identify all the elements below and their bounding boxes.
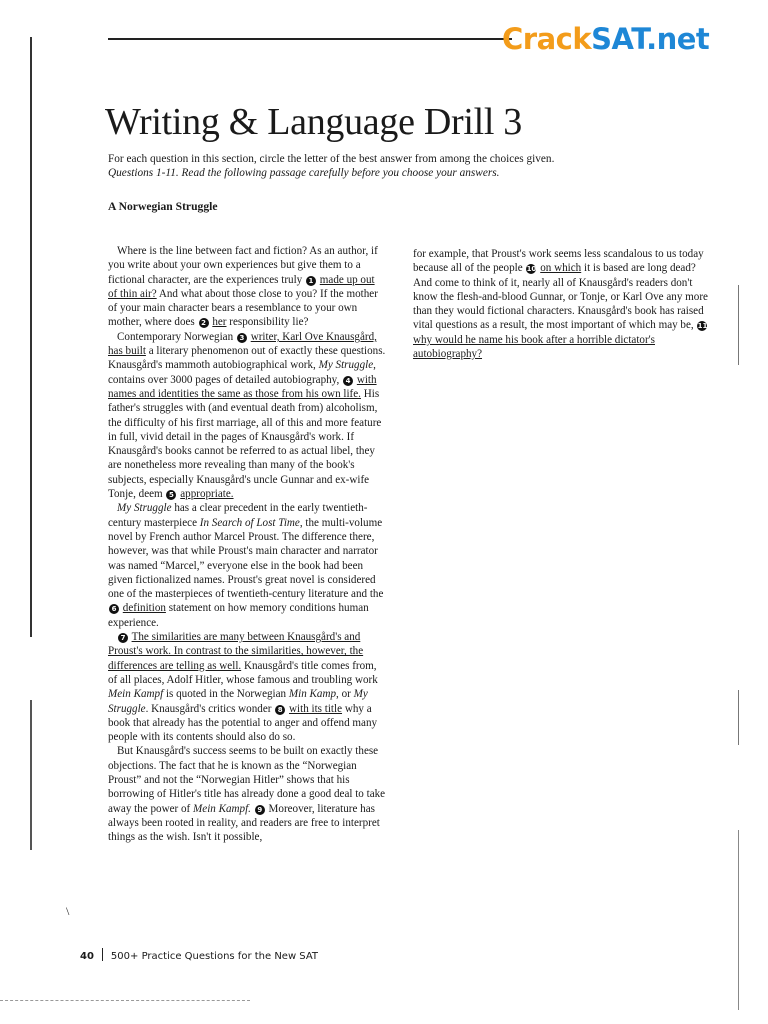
underlined-question-2[interactable]: her — [212, 316, 227, 329]
footer-divider — [102, 948, 103, 961]
question-marker-8[interactable]: 8 — [275, 705, 285, 715]
question-marker-2[interactable]: 2 — [199, 318, 209, 328]
underlined-question-1[interactable]: made up out of thin air? — [108, 273, 375, 300]
brand-logo: CrackSAT.net — [502, 22, 710, 56]
underlined-question-10[interactable]: on which — [540, 262, 582, 275]
underlined-question-5[interactable]: appropriate. — [180, 488, 234, 501]
instructions — [108, 152, 588, 180]
passage-column-left — [108, 244, 386, 844]
question-marker-5[interactable]: 5 — [166, 490, 176, 500]
question-marker-7[interactable]: 7 — [118, 633, 128, 643]
passage-title: A Norwegian Struggle — [108, 200, 218, 213]
question-marker-10[interactable]: 10 — [526, 265, 537, 274]
paragraph-1: Where is the line between fact and fiction? As an author, if you write about your own experiences but give them to a fictional character, are the experiences truly 1 made up out of thin air? And what about those close to you? If the mother of your main character bears a resemblance to your own mother, where does 2 her responsibility lie? — [108, 245, 378, 329]
scan-edge-right-mid — [738, 690, 739, 745]
underlined-question-8[interactable]: with its title — [289, 702, 343, 715]
paragraph-5: But Knausgård's success seems to be built on exactly these objections. The fact that he is known as the “Norwegian Proust” and not the “Norwegian Hitler” shows that his borrowing of Hitler's title has already done a good deal to take away the power of Mein Kampf. 9 Moreover, literature has always been rooted in reality, and readers are free to interpret things as the wish. Isn't it possible, — [108, 745, 386, 844]
question-marker-11[interactable]: 11 — [697, 322, 708, 331]
underlined-question-6[interactable]: definition — [122, 602, 166, 615]
paragraph-3: My Struggle has a clear precedent in the early twentieth-century masterpiece In Search of Lost Time, the multi-volume novel by French author Marcel Proust. The difference there, however, was that while Proust's main character and narrator was named “Marcel,” everyone else in the book had been given fictionalized names. Proust's great novel is considered one of the masterpieces of twentieth-century literature and the 6 definition statement on how memory conditions human experience. — [108, 502, 384, 629]
paragraph-5-continued: for example, that Proust's work seems less scandalous to us today because all of the people 10 on which it is based are long dead? And come to think of it, nearly all of Knausgård's readers don't know the flesh-and-blood Gunnar, or Tonje, or Karl Ove any more than they would fictional characters. Knausgård's book has raised vital questions as a result, the most important of which may be, 11 why would he name his book after a horrible dictator's autobiography? — [413, 248, 708, 361]
stray-mark: \ — [66, 904, 70, 918]
question-marker-6[interactable]: 6 — [109, 604, 119, 614]
underlined-question-7[interactable]: The similarities are many between Knausgård's and Proust's work. In contrast to the similarities, however, the differences are telling as well. — [108, 631, 364, 672]
page-number: 40 — [80, 951, 94, 962]
paragraph-2: Contemporary Norwegian 3 writer, Karl Ove Knausgård, has built a literary phenomenon out of exactly these questions. Knausgård's mammoth autobiographical work, My Struggle, contains over 3000 pages of detailed autobiography, 4 with names and identities the same as those from his own life. His father's struggles with (and eventual death from) alcoholism, the difficulty of his first marriage, all of this and more feature in full, vivid detail in the pages of Knausgård's work. If Knausgård's books cannot be referred to as actual libel, they are nonetheless more revealing than many of the book's subjects, especially Knausgård's uncle Gunnar and ex-wife Tonje, deem 5 appropriate. — [108, 330, 386, 501]
underlined-question-4[interactable]: with names and identities the same as those from his own life. — [108, 373, 377, 400]
scan-edge-left — [30, 37, 32, 637]
scan-edge-left-lower — [30, 700, 32, 850]
paragraph-4: 7 The similarities are many between Knausgård's and Proust's work. In contrast to the similarities, however, the differences are telling as well. Knausgård's title comes from, of all places, Adolf Hitler, whose famous and troubling work Mein Kampf is quoted in the Norwegian Min Kamp, or My Struggle. Knausgård's critics wonder 8 with its title why a book that already has the potential to anger and offend many people with its contents should also do so. — [108, 631, 378, 744]
page-footer — [80, 948, 318, 962]
question-marker-9[interactable]: 9 — [255, 805, 265, 815]
question-marker-4[interactable]: 4 — [343, 376, 353, 386]
passage-column-right — [413, 247, 709, 361]
scan-edge-right — [738, 285, 739, 365]
underlined-question-3[interactable]: writer, Karl Ove Knausgård, has built — [108, 330, 377, 358]
top-rule — [108, 38, 504, 40]
instructions-line-1: For each question in this section, circle the letter of the best answer from among the choices given. — [108, 153, 555, 165]
underlined-question-11[interactable]: why would he name his book after a horrible dictator's autobiography? — [413, 333, 655, 361]
question-marker-3[interactable]: 3 — [237, 333, 247, 343]
instructions-line-2: Questions 1-11. Read the following passage carefully before you choose your answers. — [108, 167, 500, 179]
question-marker-1[interactable]: 1 — [306, 276, 316, 286]
scan-edge-right-lower — [738, 830, 739, 1010]
bottom-rule — [0, 1000, 250, 1002]
page-title: Writing & Language Drill 3 — [105, 101, 523, 143]
book-title: 500+ Practice Questions for the New SAT — [110, 951, 319, 962]
